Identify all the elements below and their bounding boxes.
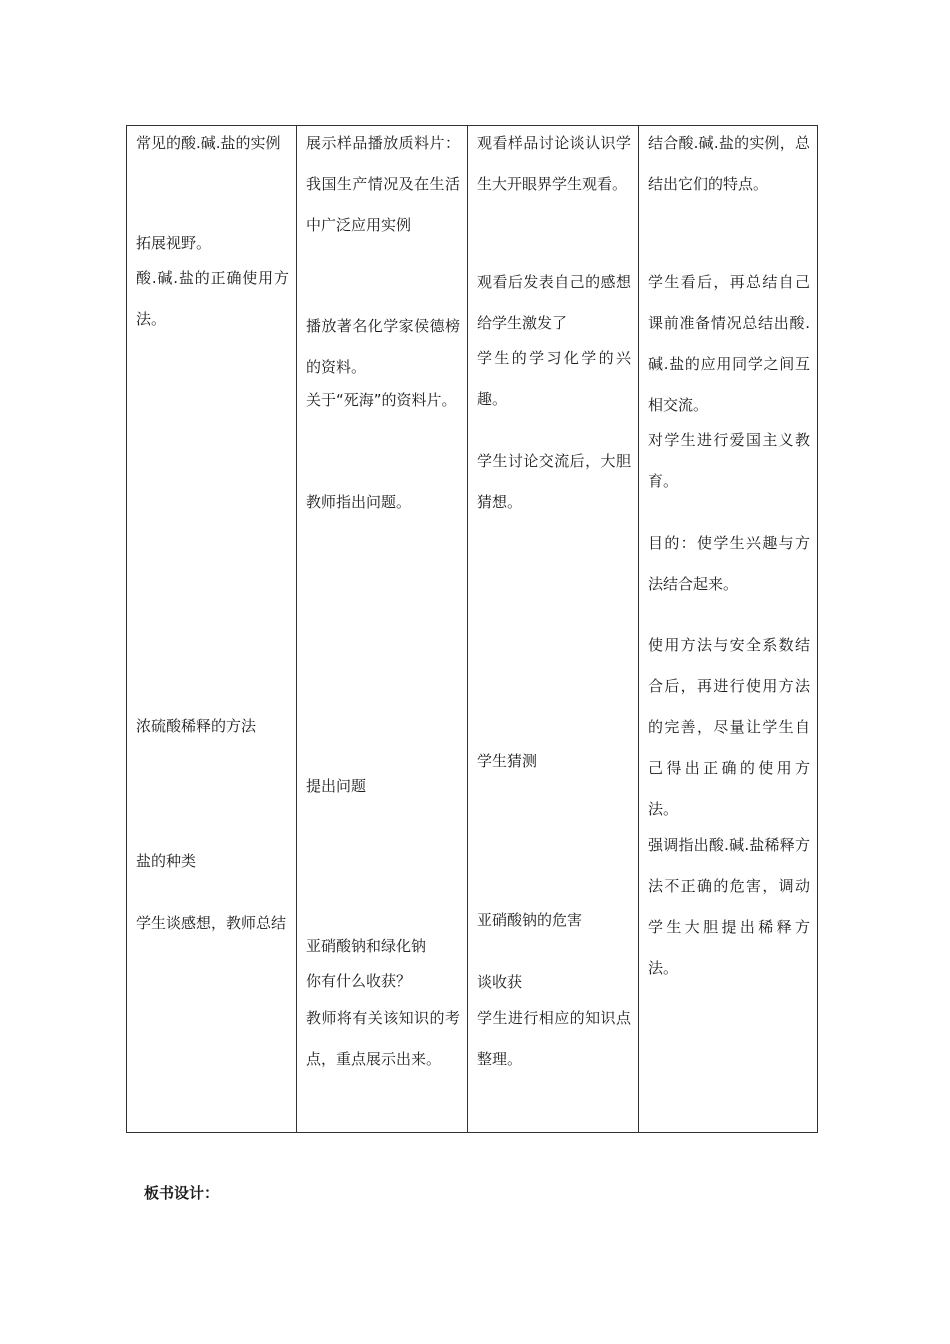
cell-paragraph: 学生猜测: [477, 752, 538, 770]
cell-paragraph: 酸.碱.盐的正确使用方法。: [136, 269, 289, 328]
cell-paragraph: 拓展视野。: [136, 234, 212, 252]
cell-paragraph: 结合酸.碱.盐的实例，总结出它们的特点。: [648, 134, 810, 193]
lesson-table: [126, 125, 818, 1133]
design-intent-column: [639, 126, 818, 1133]
cell-paragraph: 学生的学习化学的兴趣。: [477, 349, 631, 408]
cell-paragraph: 学生讨论交流后，大胆猜想。: [477, 452, 631, 511]
cell-paragraph: 你有什么收获？: [306, 972, 412, 990]
cell-paragraph: 学生看后，再总结自己课前准备情况总结出酸.碱.盐的应用同学之间互相交流。: [648, 273, 810, 414]
student-activity-column: [468, 126, 639, 1133]
cell-paragraph: 教师将有关该知识的考点，重点展示出来。: [306, 1009, 460, 1068]
cell-paragraph: 观看后发表自己的感想给学生激发了: [477, 273, 631, 332]
teacher-activity-column: [297, 126, 468, 1133]
cell-paragraph: 学生进行相应的知识点整理。: [477, 1009, 631, 1068]
cell-paragraph: 谈收获: [477, 973, 523, 991]
cell-paragraph: 目的：使学生兴趣与方法结合起来。: [648, 534, 810, 593]
cell-paragraph: 盐的种类: [136, 852, 197, 870]
cell-paragraph: 对学生进行爱国主义教育。: [648, 431, 810, 490]
cell-paragraph: 强调指出酸.碱.盐稀释方法不正确的危害，调动学生大胆提出稀释方法。: [648, 836, 810, 977]
cell-paragraph: 亚硝酸钠和绿化钠: [306, 937, 427, 955]
cell-paragraph: 学生谈感想，教师总结: [136, 914, 287, 932]
cell-paragraph: 观看样品讨论谈认识学生大开眼界学生观看。: [477, 134, 631, 193]
cell-paragraph: 播放著名化学家侯德榜的资料。: [306, 317, 460, 376]
table-row: [127, 126, 818, 1133]
cell-paragraph: 提出问题: [306, 777, 367, 795]
content-column: [127, 126, 297, 1133]
cell-paragraph: 浓硫酸稀释的方法: [136, 717, 257, 735]
board-design-heading: 板书设计：: [144, 1184, 220, 1202]
cell-paragraph: 关于“死海”的资料片。: [306, 391, 457, 409]
cell-paragraph: 常见的酸.碱.盐的实例: [136, 134, 281, 152]
cell-paragraph: 展示样品播放质料片：我国生产情况及在生活中广泛应用实例: [306, 134, 460, 234]
cell-paragraph: 亚硝酸钠的危害: [477, 911, 583, 929]
cell-paragraph: 使用方法与安全系数结合后，再进行使用方法的完善，尽量让学生自己得出正确的使用方法。: [648, 636, 810, 818]
cell-paragraph: 教师指出问题。: [306, 493, 412, 511]
